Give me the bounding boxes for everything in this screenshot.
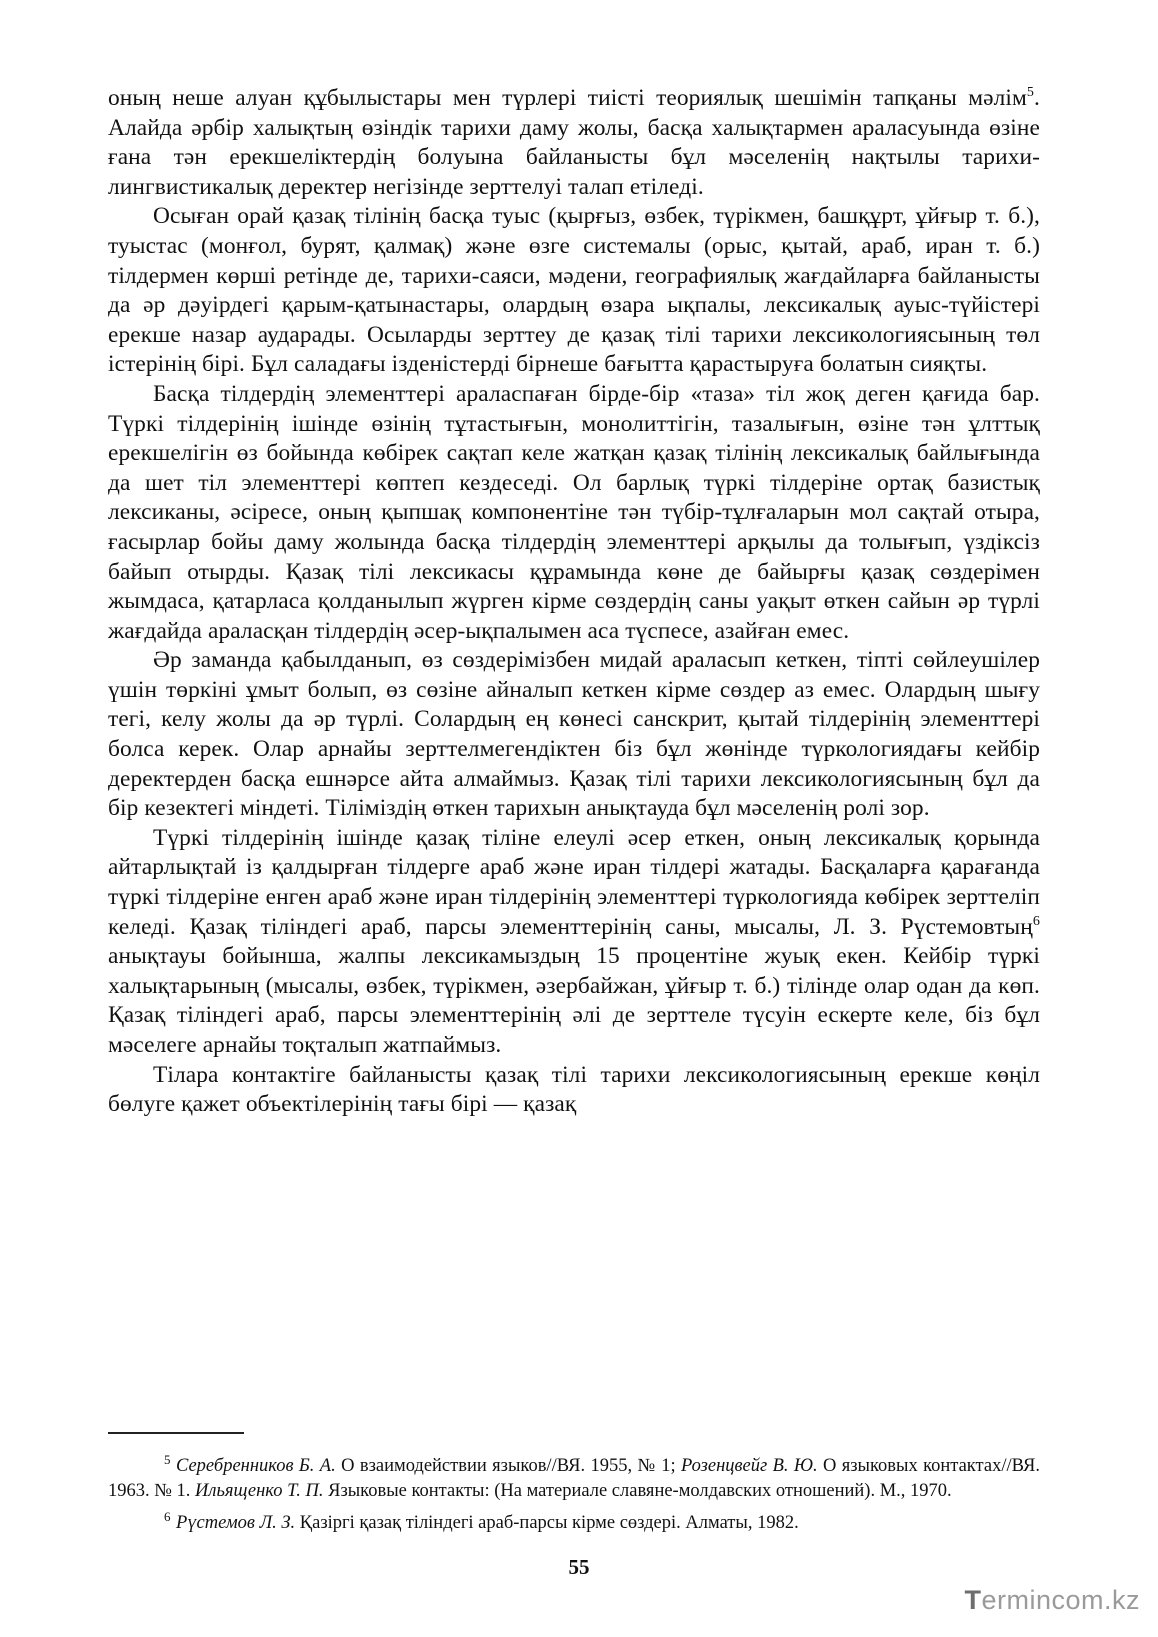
paragraph-2: Осыған орай қазақ тілінің басқа туыс (қырғыз, өзбек, түрікмен, башқұрт, ұйғыр т. б.), туыстас (монғол, бурят, қалмақ) және өзге системалы (орыс, қытай, араб, иран т. б.) тілдермен көрші ретінде де, тарихи-саяси, мәдени, географиялық жағдайларға байланысты да әр дәуірдегі қарым-қатынастары, олардың өзара ықпалы, лексикалық ауыс-түйістері ерекше назар аударады. Осыларды зерттеу де қазақ тілі тарихи лексикологиясының төл істерінің бірі. Бұл саладағы ізденістерді бірнеше бағытта қарастыруға болатын сияқты.	[108, 203, 1040, 378]
paragraph-4: Әр заманда қабылданып, өз сөздерімізбен мидай араласып кеткен, тіпті сөйлеушілер үшін төркіні ұмыт болып, өз сөзіне айналып кеткен кірме сөздер аз емес. Олардың шығу тегі, келу жолы да әр түрлі. Солардың ең көнесі санскрит, қытай тілдерінің элементтері болса керек. Олар арнайы зерттелмегендіктен біз бұл жөнінде түркологиядағы кейбір деректерден басқа ешнәрсе айта алмаймыз. Қазақ тілі тарихи лексикологиясының бұл да бір кезектегі міндеті. Тіліміздің өткен тарихын анықтауда бұл мәселенің ролі зор.	[108, 647, 1040, 822]
paragraph-6: Тілара контактіге байланысты қазақ тілі тарихи лексикологиясының ерекше көңіл бөлуге қажет объектілерінің тағы бірі — қазақ	[108, 1061, 1040, 1118]
page-number: 55	[568, 1555, 590, 1579]
footnote-5: 5 Серебренников Б. А. О взаимодействии языков//ВЯ. 1955, № 1; Розенцвейг В. Ю. О языковых контактах//ВЯ. 1963. № 1. Ильященко Т. П. Языковые контакты: (На материале славяне-молдавских отношений). М., 1970.	[108, 1447, 1040, 1504]
paragraph-1: оның неше алуан құбылыстары мен түрлері тиісті теориялық шешімін тапқаны мәлім$^5$. Алайда әрбір халықтың өзіндік тарихи даму жолы, басқа халықтармен араласуында өзіне ғана тән ерекшеліктердің болуына байланысты бұл мәселенің нақтылы тарихи-лингвистикалық деректер негізінде зерттелуі талап етіледі.	[108, 84, 1040, 200]
site-watermark	[964, 1585, 1140, 1616]
footnote-number: 5	[164, 1452, 171, 1467]
footnote-ref-5: 5	[1026, 84, 1035, 101]
footnote-author: Серебренников Б. А.	[176, 1456, 336, 1476]
paragraph-5: Түркі тілдерінің ішінде қазақ тіліне елеулі әсер еткен, оның лексикалық қорында айтарлықтай із қалдырған тілдерге араб және иран тілдері жатады. Басқаларға қарағанда түркі тілдеріне енген араб және иран тілдерінің элементтері түркологияда көбірек зерттеліп келеді. Қазақ тіліндегі араб, парсы элементтерінің саны, мысалы, Л. З. Рүстемовтың$^6$ анықтауы бойынша, жалпы лексикамыздың 15 процентіне жуық екен. Кейбір түркі халықтарының (мысалы, өзбек, түрікмен, әзербайжан, ұйғыр т. б.) тілінде олар одан да көп. Қазақ тіліндегі араб, парсы элементтерінің әлі де зерттеле түсуін ескерте келе, біз бұл мәселеге арнайы тоқталып жатпаймыз.	[108, 824, 1040, 1058]
main-text	[108, 84, 1040, 1120]
watermark-logo-letter: T	[964, 1585, 982, 1615]
footnote-ref-6: 6	[1032, 912, 1040, 929]
footnote-author: Ильященко Т. П.	[195, 1481, 324, 1501]
footnote-6: 6 Рүстемов Л. З. Қазіргі қазақ тіліндегі араб-парсы кірме сөздері. Алматы, 1982.	[108, 1504, 1040, 1536]
paragraph-3: Басқа тілдердің элементтері араласпаған бірде-бір «таза» тіл жоқ деген қағида бар. Түркі тілдерінің ішінде өзінің тұтастығын, монолиттігін, тазалығын, өзіне тән ұлттық ерекшелігін өз бойында көбірек сақтап келе жатқан қазақ тілінің лексикалық байлығында да шет тіл элементтері көптеп кездеседі. Ол барлық түркі тілдеріне ортақ базистық лексиканы, әсіресе, оның қыпшақ компонентіне тән түбір-тұлғаларын мол сақтай отыра, ғасырлар бойы даму жолында басқа тілдердің элементтері арқылы да толығып, үздіксіз байып отырды. Қазақ тілі лексикасы құрамында көне де байырғы қазақ сөздерімен жымдаса, қатарласа қолданылып жүрген кірме сөздердің саны уақыт өткен сайын әр түрлі жағдайда араласқан тілдердің әсер-ықпалымен аса түспесе, азайған емес.	[108, 380, 1040, 644]
page-body	[108, 84, 1040, 1120]
footnote-divider	[108, 1432, 244, 1434]
footnotes	[108, 1447, 1040, 1536]
footnote-number: 6	[164, 1509, 171, 1524]
footnote-author: Рүстемов Л. З.	[176, 1513, 296, 1533]
footnote-author: Розенцвейг В. Ю.	[681, 1456, 818, 1476]
watermark-text: ermincom.kz	[981, 1585, 1140, 1615]
